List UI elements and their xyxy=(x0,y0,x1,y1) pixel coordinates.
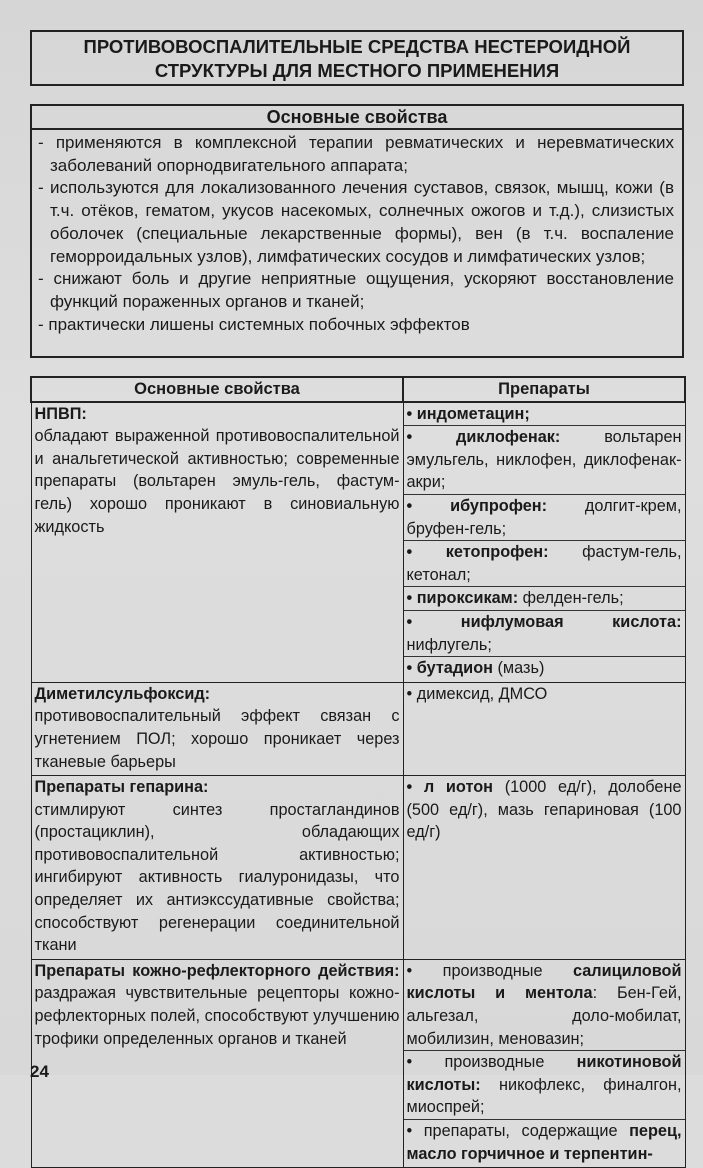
drug-item: • индометацин; xyxy=(404,403,685,427)
drug-item: • ибупрофен: долгит-крем, бруфен-гель; xyxy=(404,495,685,541)
properties-item: - практически лишены системных побочных эффектов xyxy=(38,314,470,334)
drug-item: • бутадион (мазь) xyxy=(406,659,545,678)
group-title: НПВП: xyxy=(34,404,87,423)
group-title: Диметилсульфоксид: xyxy=(34,684,211,703)
drug-item: • препараты, содержащие перец, масло горчичное и терпентин- xyxy=(406,1122,682,1163)
drug-item: • производные салициловой кислоты и ментола: Бен-Гей, альгезал, доло-мобилат, мобилизин, меновазин; xyxy=(404,960,685,1051)
group-description: обладают выраженной противовоспалительной и анальгетической активностью; современные препараты (вольтарен эмуль-гель, фастум-гель) хорошо проникают в синовиальную жидкость xyxy=(34,427,400,536)
drug-item: • кетопрофен: фастум-гель, кетонал; xyxy=(404,541,685,587)
group-description: Препараты кожно-рефлекторного действия: раздражая чувствительные рецепторы кожно-рефлекторных полей, способствуют улучшению трофики определенных органов и тканей xyxy=(34,961,400,1048)
drug-item: • диклофенак: вольтарен эмульгель, никлофен, диклофенак-акри; xyxy=(404,426,685,495)
header-drugs: Препараты xyxy=(403,377,685,402)
properties-item: - используются для локализованного лечения суставов, связок, мышц, кожи (в т.ч. отёков, гематом, укусов насекомых, солнечных ожогов и т.д.), слизистых оболочек (специальные лекарственные формы), вен (в т.ч. воспаление геморроидальных узлов), лимфатических сосудов и лимфатических узлов; xyxy=(38,178,674,266)
header-properties: Основные свойства xyxy=(31,377,403,402)
page-title xyxy=(30,30,684,86)
table-row xyxy=(31,959,685,1167)
properties-cell xyxy=(31,959,403,1167)
drug-item: • димексид, ДМСО xyxy=(406,684,548,703)
drug-item: • нифлумовая кислота: нифлугель; xyxy=(404,611,685,657)
group-description: противовоспалительный эффект связан с угнетением ПОЛ; хорошо проникает через тканевые барьеры xyxy=(34,707,400,771)
table-header-row xyxy=(31,377,685,402)
group-description: стимлируют синтез простагландинов (простациклин), обладающих противовоспалительной активностью; ингибируют активность гиалуронидазы, что определяет их антиэкссудативные свойства; способствуют регенерации соединительной ткани xyxy=(34,800,400,955)
properties-item: - применяются в комплексной терапии ревматических и неревматических заболеваний опорнодвигательного аппарата; xyxy=(38,133,674,175)
drugs-cell xyxy=(403,776,685,960)
properties-box xyxy=(30,104,684,358)
properties-list xyxy=(32,130,682,336)
group-title: Препараты кожно-рефлекторного действия: xyxy=(34,961,400,980)
properties-heading: Основные свойства xyxy=(32,106,682,130)
page-number: 24 xyxy=(30,1062,49,1081)
title-line-1: ПРОТИВОВОСПАЛИТЕЛЬНЫЕ СРЕДСТВА НЕСТЕРОИДНОЙ xyxy=(83,36,631,57)
properties-cell xyxy=(31,776,403,960)
drugs-table xyxy=(30,376,686,1168)
table-row xyxy=(31,402,685,683)
properties-cell xyxy=(31,402,403,683)
table-row xyxy=(31,776,685,960)
drug-item: • л иотон (1000 ед/г), долобене (500 ед/г), мазь гепариновая (100 ед/г) xyxy=(406,778,682,842)
drug-item: • пироксикам: фелден-гель; xyxy=(404,587,685,611)
properties-item: - снижают боль и другие неприятные ощущения, ускоряют восстановление функций пораженных органов и тканей; xyxy=(38,269,674,311)
properties-cell xyxy=(31,682,403,775)
title-line-2: СТРУКТУРЫ ДЛЯ МЕСТНОГО ПРИМЕНЕНИЯ xyxy=(154,60,560,81)
group-title: Препараты гепарина: xyxy=(34,778,209,797)
drugs-cell xyxy=(403,402,685,683)
drug-item: • производные никотиновой кислоты: никофлекс, финалгон, миоспрей; xyxy=(404,1051,685,1120)
table-row xyxy=(31,682,685,775)
drugs-cell xyxy=(403,682,685,775)
drugs-cell xyxy=(403,959,685,1167)
